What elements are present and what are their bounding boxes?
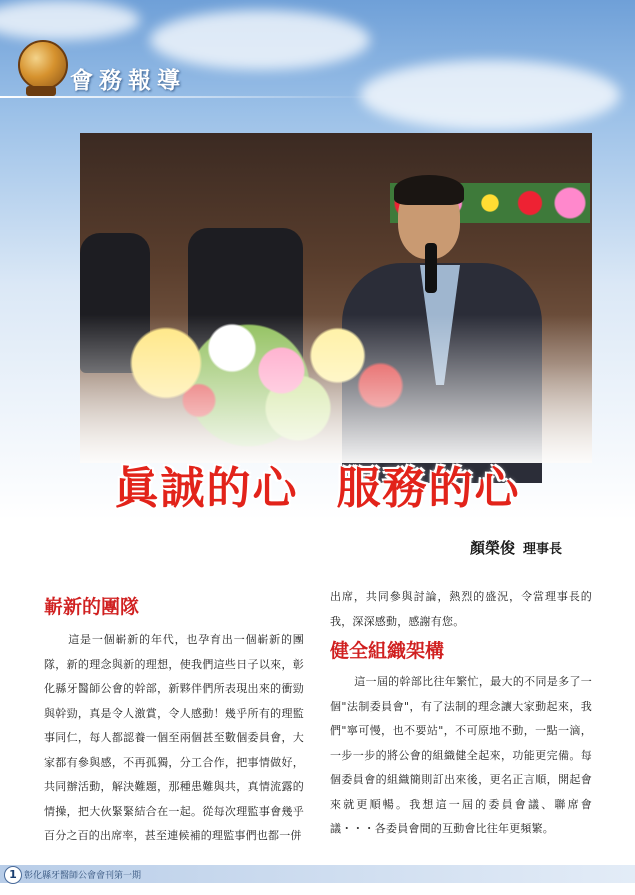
section-tag-underline (0, 96, 380, 98)
headline (0, 452, 635, 516)
cloud (150, 10, 370, 70)
section-body-team-continued: 出席，共同參與討論，熱烈的盛況，令當理事長的我，深深感動，感謝有您。 (330, 590, 592, 628)
headline-part2: 服務的心 (336, 463, 521, 514)
section-body-organization: 這一屆的幹部比往年繁忙，最大的不同是多了一個"法制委員會"，有了法制的理念讓大家動起來，我們"寧可慢，也不要站"，不可原地不動，一點一滴，一步一步的將公會的組織健全起來，功能更完備。每個委員會的組織簡則訂出來後，更名正言順，開起會來就更順暢。我想這一屆的委員會議、聯席會議・・・各委員會間的互動會比往年更頻繁。 (330, 675, 592, 835)
globe-icon (18, 40, 68, 90)
section-tag: 會務報導 (70, 67, 186, 94)
chairman-photo (80, 133, 592, 463)
headline-part1: 眞誠的心 (114, 463, 299, 514)
section-body-team: 這是一個嶄新的年代，也孕育出一個嶄新的團隊，新的理念與新的理想，使我們這些日子以來，彰化縣牙醫師公會的幹部，新夥伴們所表現出來的衝勁與幹勁，真是令人激賞，令人感動！幾乎所有的理監事同仁，每人都認養一個至兩個甚至數個委員會，大家都有參與感，不再孤獨，分工合作，把事情做好，共同辦活動，解決難題，那種患難與共，真情流露的情操，把大伙緊緊結合在一起。從每次理監事會幾乎百分之百的出席率，甚至連候補的理監事們也都一併 (44, 633, 304, 842)
page-number: 1 (4, 866, 22, 884)
section-heading-team: 嶄新的團隊 (44, 596, 140, 618)
author-title: 理事長 (523, 542, 563, 557)
section-heading-organization: 健全組織架構 (330, 640, 445, 662)
globe-stand (26, 86, 56, 96)
photo-fade (80, 133, 592, 463)
author-name: 顏榮俊 (470, 539, 516, 557)
publication-name: 彰化縣牙醫師公會會刊第一期 (24, 871, 142, 881)
cloud (360, 60, 620, 130)
author-byline (470, 537, 562, 558)
